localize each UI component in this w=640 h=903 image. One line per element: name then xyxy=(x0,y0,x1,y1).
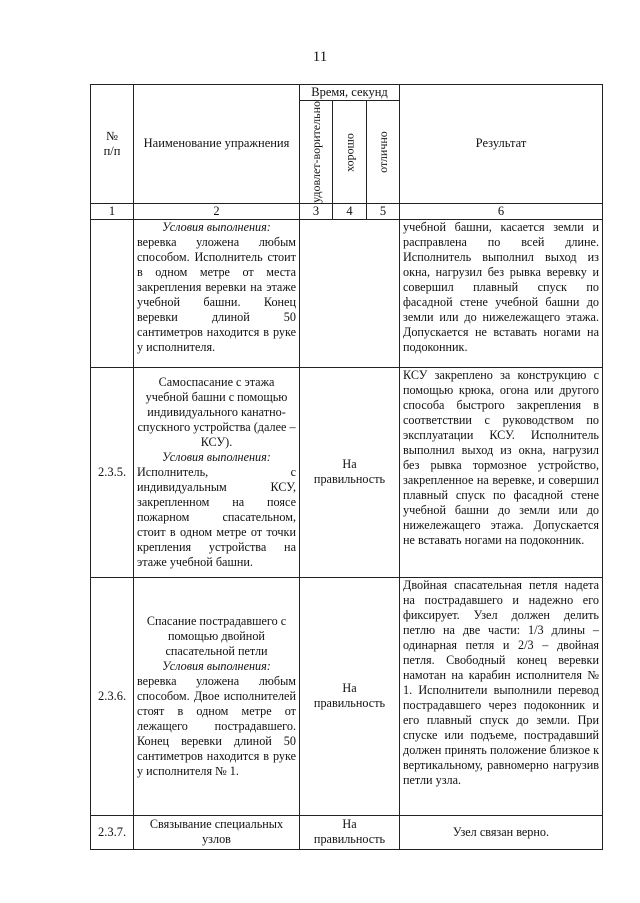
index-row xyxy=(91,203,603,219)
index-cell: 3 xyxy=(300,203,333,219)
header-number-cell xyxy=(91,85,134,204)
row-number: 2.3.6. xyxy=(91,577,134,815)
time-cell xyxy=(300,577,400,815)
row-number xyxy=(91,219,134,367)
page-number: 11 xyxy=(312,49,328,65)
exercise-title: Самоспасание с этажа учебной башни с помощью индивидуального канатно-спускного устройства (далее – КСУ). xyxy=(137,374,296,449)
exercise-cell xyxy=(134,367,300,577)
exercise-norms-table xyxy=(90,84,603,850)
exercise-conditions: веревка уложена любым способом. Исполнитель стоит в одном метре от места закрепления веревки на этаже учебной башни. Конец веревки длиной 50 сантиметров находится в руке у исполнителя. xyxy=(137,234,296,354)
exercise-conditions: Исполнитель, с индивидуальным КСУ, закрепленном на поясе пожарном спасательном, стоит в одном метре от точки крепления устройства на этаже учебной башни. xyxy=(137,464,296,569)
table-row xyxy=(91,577,603,815)
time-l2: правильность xyxy=(313,472,386,487)
exercise-title: Спасание пострадавшего с помощью двойной спасательной петли xyxy=(146,613,287,658)
time-l1: На xyxy=(342,681,357,696)
time-l1: На xyxy=(342,817,357,832)
time-l2: правильность xyxy=(313,832,386,847)
conditions-label: Условия выполнения: xyxy=(162,449,271,464)
time-l2: правильность xyxy=(313,696,386,711)
index-cell: 1 xyxy=(91,203,134,219)
exercise-cell xyxy=(134,577,300,815)
time-cell xyxy=(300,367,400,577)
header-excellent: отлично xyxy=(367,101,400,204)
result-cell: Двойная спасательная петля надета на пострадавшего и надежно его фиксирует. Узел должен делить петлю на две части: 1/3 длины – одинарная петля и 2/3 – двойная петля. Свободный конец веревки намотан на карабин исполнителя № 1. Исполнители выполнили перевод пострадавшего через подоконник и его плавный спуск до земли. При спуске или подъеме, пострадавший должен принять положение близкое к вертикальному, равномерно нагрузив петли узла. xyxy=(400,577,603,815)
table-row xyxy=(91,815,603,849)
exercise-title: Связывание специальных узлов xyxy=(149,817,284,847)
header-good: хорошо xyxy=(333,101,367,204)
conditions-label: Условия выполнения: xyxy=(162,658,271,673)
exercise-cell xyxy=(134,219,300,367)
header-exercise-name: Наименование упражнения xyxy=(134,85,300,204)
index-cell: 4 xyxy=(333,203,367,219)
time-cell xyxy=(300,219,400,367)
header-time: Время, секунд xyxy=(300,85,400,101)
table-row xyxy=(91,219,603,367)
index-cell: 2 xyxy=(134,203,300,219)
header-row-top xyxy=(91,85,603,101)
index-cell: 5 xyxy=(367,203,400,219)
exercise-conditions: веревка уложена любым способом. Двое исполнителей стоят в одном метре от лежащего пострадавшего. Конец веревки длиной 50 сантиметров находится в руке у исполнителя № 1. xyxy=(137,673,296,778)
header-satisfactory: удовлет-ворительно xyxy=(300,101,333,204)
result-cell: КСУ закреплено за конструкцию с помощью крюка, огона или другого способа быстрого закрепления в соответствии с руководством по эксплуатации КСУ. Исполнитель выполнил выход из окна, нагрузил без рывка тормозное устройство, закрепленное на веревке, и совершил плавный спуск по фасадной стене учебной башни до земли или до нижележащего этажа. Допускается не вставать ногами на подоконник. xyxy=(400,367,603,577)
time-cell xyxy=(300,815,400,849)
table-row xyxy=(91,367,603,577)
header-number-l2: п/п xyxy=(103,143,121,158)
time-l1: На xyxy=(342,457,357,472)
exercise-cell xyxy=(134,815,300,849)
header-result: Результат xyxy=(400,85,603,204)
row-number: 2.3.5. xyxy=(91,367,134,577)
conditions-label: Условия выполнения: xyxy=(162,219,271,234)
row-number: 2.3.7. xyxy=(91,815,134,849)
index-cell: 6 xyxy=(400,203,603,219)
result-cell: Узел связан верно. xyxy=(400,815,603,849)
result-cell: учебной башни, касается земли и расправлена по всей длине. Исполнитель выполнил выход из окна, нагрузил без рывка веревку и совершил плавный спуск по фасадной стене учебной башни до земли или до нижележащего этажа. Допускается не вставать ногами на подоконник. xyxy=(400,219,603,367)
header-number-l1: № xyxy=(106,128,118,143)
